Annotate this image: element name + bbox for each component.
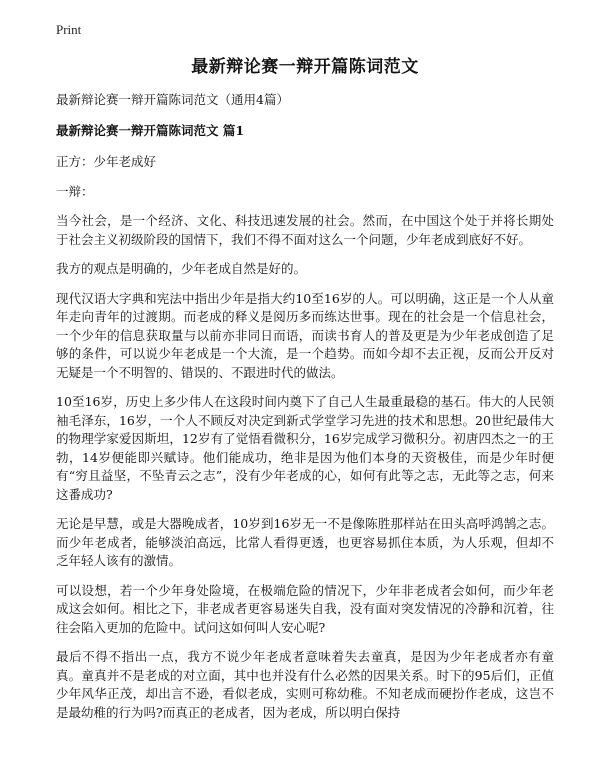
document-title: 最新辩论赛一辩开篇陈词范文 bbox=[191, 57, 419, 77]
document-subtitle: 最新辩论赛一辩开篇陈词范文（通用4篇） bbox=[56, 92, 289, 107]
paragraph-position: 正方：少年老成好 bbox=[56, 154, 157, 169]
paragraph: 可以设想，若一个少年身处险境，在极端危险的情况下，少年非老成者会如何，而少年老成这会如何。相比之下，非老成者更容易迷失自我，没有面对突发情况的冷静和沉着，往往会陷入更加的危险中。试问这如何叫人安心呢? bbox=[56, 582, 554, 635]
paragraph: 我方的观点是明确的，少年老成自然是好的。 bbox=[56, 261, 307, 276]
paragraph: 当今社会，是一个经济、文化、科技迅速发展的社会。然而，在中国这个处于并将长期处于社会主义初级阶段的国情下，我们不得不面对这么一个问题，少年老成到底好不好。 bbox=[56, 213, 554, 247]
paragraph: 10至16岁，历史上多少伟人在这段时间内奠下了自己人生最重最稳的基石。伟大的人民领袖毛泽东，16岁，一个人不顾反对决定到新式学堂学习先进的技术和思想。20世纪最伟大的物理学家爱因斯坦，12岁有了觉悟看微积分，16岁完成学习微积分。初唐四杰之一的王勃，14岁便能即兴赋诗。他们能成功，绝非是因为他们本身的天资极佳，而是少年时便有“穷且益坚，不坠青云之志”，没有少年老成的心，如何有此等之志，无此等之志，何来这番成功? bbox=[56, 394, 554, 502]
print-link[interactable]: Print bbox=[56, 22, 82, 37]
paragraph: 现代汉语大字典和宪法中指出少年是指大约10至16岁的人。可以明确，这正是一个人从童年走向青年的过渡期。而老成的释义是阅历多而练达世事。现在的社会是一个信息社会，一个少年的信息获取量与以前亦非同日而语，而读书育人的普及更是为少年老成创造了足够的条件，可以说少年老成是一个大流，是一个趋势。而如今却不去正视，反而公开反对无疑是一个不明智的、错误的、不跟进时代的做法。 bbox=[56, 290, 554, 380]
paragraph-speaker: 一辩： bbox=[56, 183, 94, 199]
paragraph: 无论是早慧，或是大器晚成者，10岁到16岁无一不是像陈胜那样站在田头高呼鸿鹄之志。而少年老成者，能够淡泊高远，比常人看得更透，也更容易抓住本质，为人乐观，但却不乏年轻人该有的激情。 bbox=[56, 516, 554, 568]
section-heading: 最新辩论赛一辩开篇陈词范文 篇1 bbox=[56, 123, 245, 138]
paragraph: 最后不得不指出一点，我方不说少年老成者意味着失去童真，是因为少年老成者亦有童真。童真并不是老成的对立面，其中也并没有什么必然的因果关系。时下的95后们，正值少年风华正茂，却出言不逊，看似老成，实则可称幼稚。不知老成而硬扮作老成，这岂不是最幼稚的行为吗?而真正的老成者，因为老成，所以明白保持 bbox=[56, 649, 554, 720]
document-body bbox=[56, 52, 554, 733]
